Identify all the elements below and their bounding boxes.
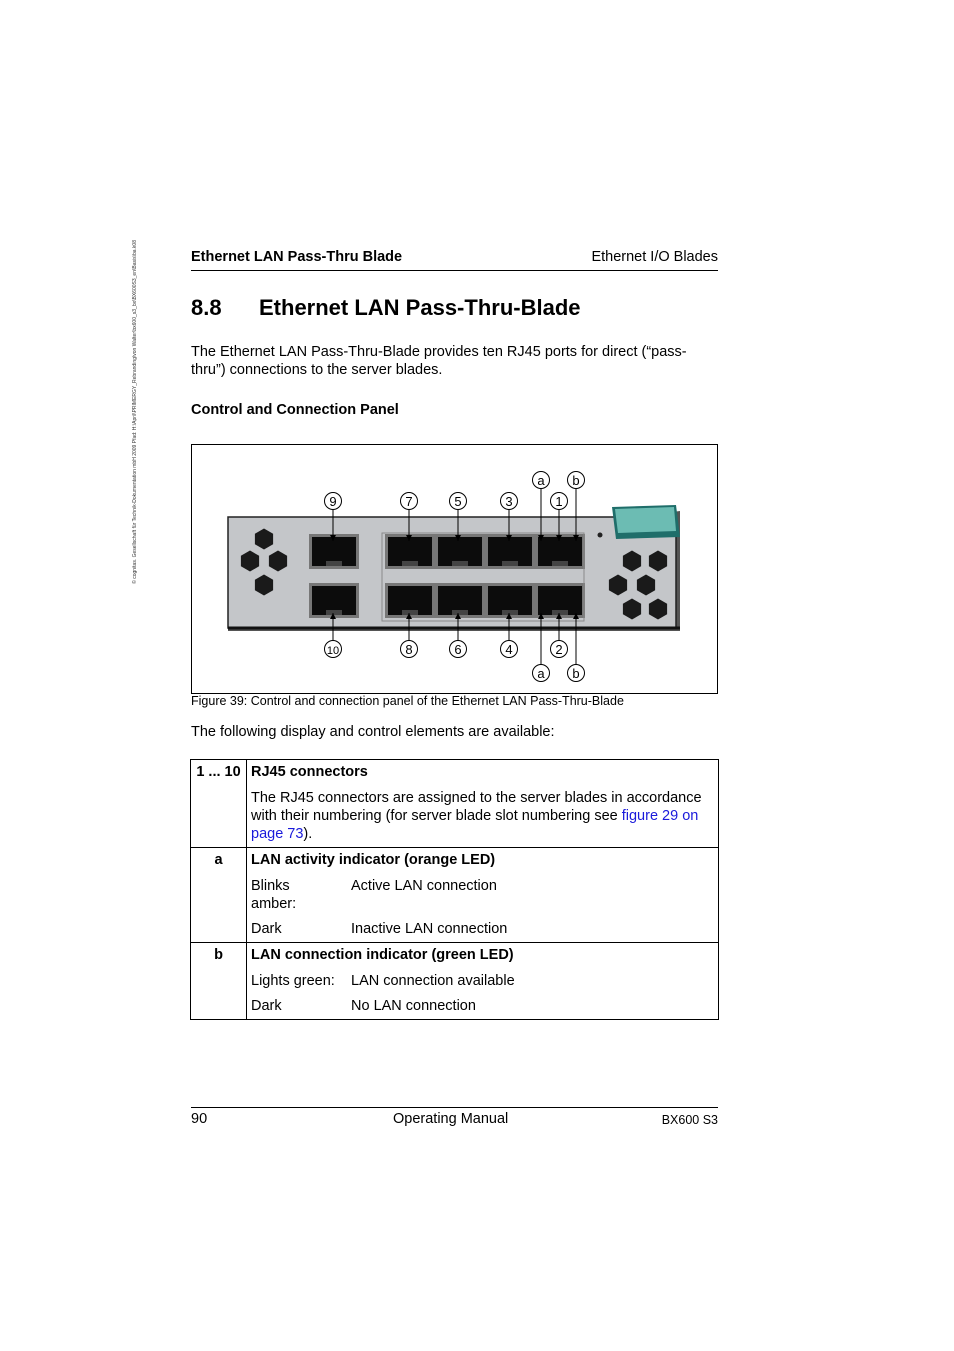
release-lever-highlight (615, 507, 676, 533)
row-title: RJ45 connectors (251, 764, 368, 780)
rj45-port-latch (452, 561, 468, 566)
rj45-port-latch (402, 610, 418, 615)
header-left: Ethernet LAN Pass-Thru Blade (191, 249, 403, 265)
row-content (247, 943, 719, 1020)
table-row (191, 848, 719, 943)
state-row (251, 920, 714, 938)
state-row (251, 877, 714, 913)
intro-paragraph: The Ethernet LAN Pass-Thru-Blade provides ten RJ45 ports for direct (“pass-thru”) connections to the server blades. (191, 344, 687, 378)
row-content (247, 848, 719, 943)
row-content (247, 760, 719, 848)
panel-illustration (192, 445, 717, 693)
page-number: 90 (191, 1111, 208, 1127)
row-key: 1 ... 10 (191, 760, 247, 848)
header-right: Ethernet I/O Blades (591, 249, 718, 265)
rj45-port-latch (402, 561, 418, 566)
row-text: The RJ45 connectors are assigned to the server blades in accordance with their numbering (for server blade slot numbering see (251, 790, 702, 824)
port-callout-label: 10 (326, 645, 340, 657)
row-text-end: ). (303, 826, 313, 842)
led-b-callout-label: b (572, 666, 580, 681)
state-description: Inactive LAN connection (351, 921, 508, 937)
elements-intro: The following display and control elements are available: (191, 724, 555, 740)
page-footer (191, 1107, 718, 1127)
row-title: LAN activity indicator (orange LED) (251, 852, 496, 868)
state-label: Dark (251, 921, 282, 937)
page-header (191, 249, 718, 271)
section-heading (191, 295, 581, 321)
rj45-port-latch (326, 610, 342, 615)
footer-title: Operating Manual (393, 1111, 509, 1127)
port-callout-label: 9 (329, 494, 337, 509)
figure-panel (191, 444, 718, 694)
state-description: LAN connection available (351, 973, 515, 989)
rj45-port-latch (502, 561, 518, 566)
state-label: Lights green: (251, 973, 335, 989)
state-label: Dark (251, 998, 282, 1014)
rj45-port-latch (502, 610, 518, 615)
port-callout-label: 6 (454, 642, 462, 657)
port-callout-label: 1 (555, 494, 563, 509)
led-a-callout-label: a (537, 473, 545, 488)
rj45-port-latch (452, 610, 468, 615)
elements-table (190, 759, 719, 1020)
figure-link[interactable]: figure 29 on page 73 (251, 808, 699, 842)
side-margin-note (128, 240, 136, 660)
rj45-port-latch (326, 561, 342, 566)
table-row (191, 760, 719, 848)
table-row (191, 943, 719, 1020)
row-description (251, 789, 714, 843)
row-key: a (191, 848, 247, 943)
rj45-port-latch (552, 610, 568, 615)
port-callout-label: 8 (405, 642, 413, 657)
panel-screw (598, 533, 603, 538)
port-callout-label: 2 (555, 642, 563, 657)
section-number: 8.8 (191, 295, 222, 320)
led-a-callout-label: a (537, 666, 545, 681)
port-callout-label: 7 (405, 494, 413, 509)
row-key: b (191, 943, 247, 1020)
led-b-callout-label: b (572, 473, 580, 488)
figure-caption: Figure 39: Control and connection panel of the Ethernet LAN Pass-Thru-Blade (191, 694, 624, 708)
state-row (251, 997, 714, 1015)
side-note-text: © cognitas. Gesellschaft für Technik-Dokumentation mbH 2009 Pfad: H:\April\PRIMERGY_Rebranding\von Walter\bx600_s3_bx\BX600S3_en\Basis\ba.k08 (132, 240, 138, 584)
row-title: LAN connection indicator (green LED) (251, 947, 514, 963)
state-row (251, 972, 714, 990)
footer-model: BX600 S3 (661, 1113, 718, 1127)
subheading: Control and Connection Panel (191, 402, 399, 418)
section-title: Ethernet LAN Pass-Thru-Blade (259, 295, 581, 320)
state-description: Active LAN connection (351, 878, 497, 894)
rj45-port-latch (552, 561, 568, 566)
state-label: Blinks amber: (251, 878, 297, 912)
state-description: No LAN connection (351, 998, 476, 1014)
port-callout-label: 5 (454, 494, 462, 509)
port-callout-label: 4 (505, 642, 513, 657)
port-callout-label: 3 (505, 494, 513, 509)
